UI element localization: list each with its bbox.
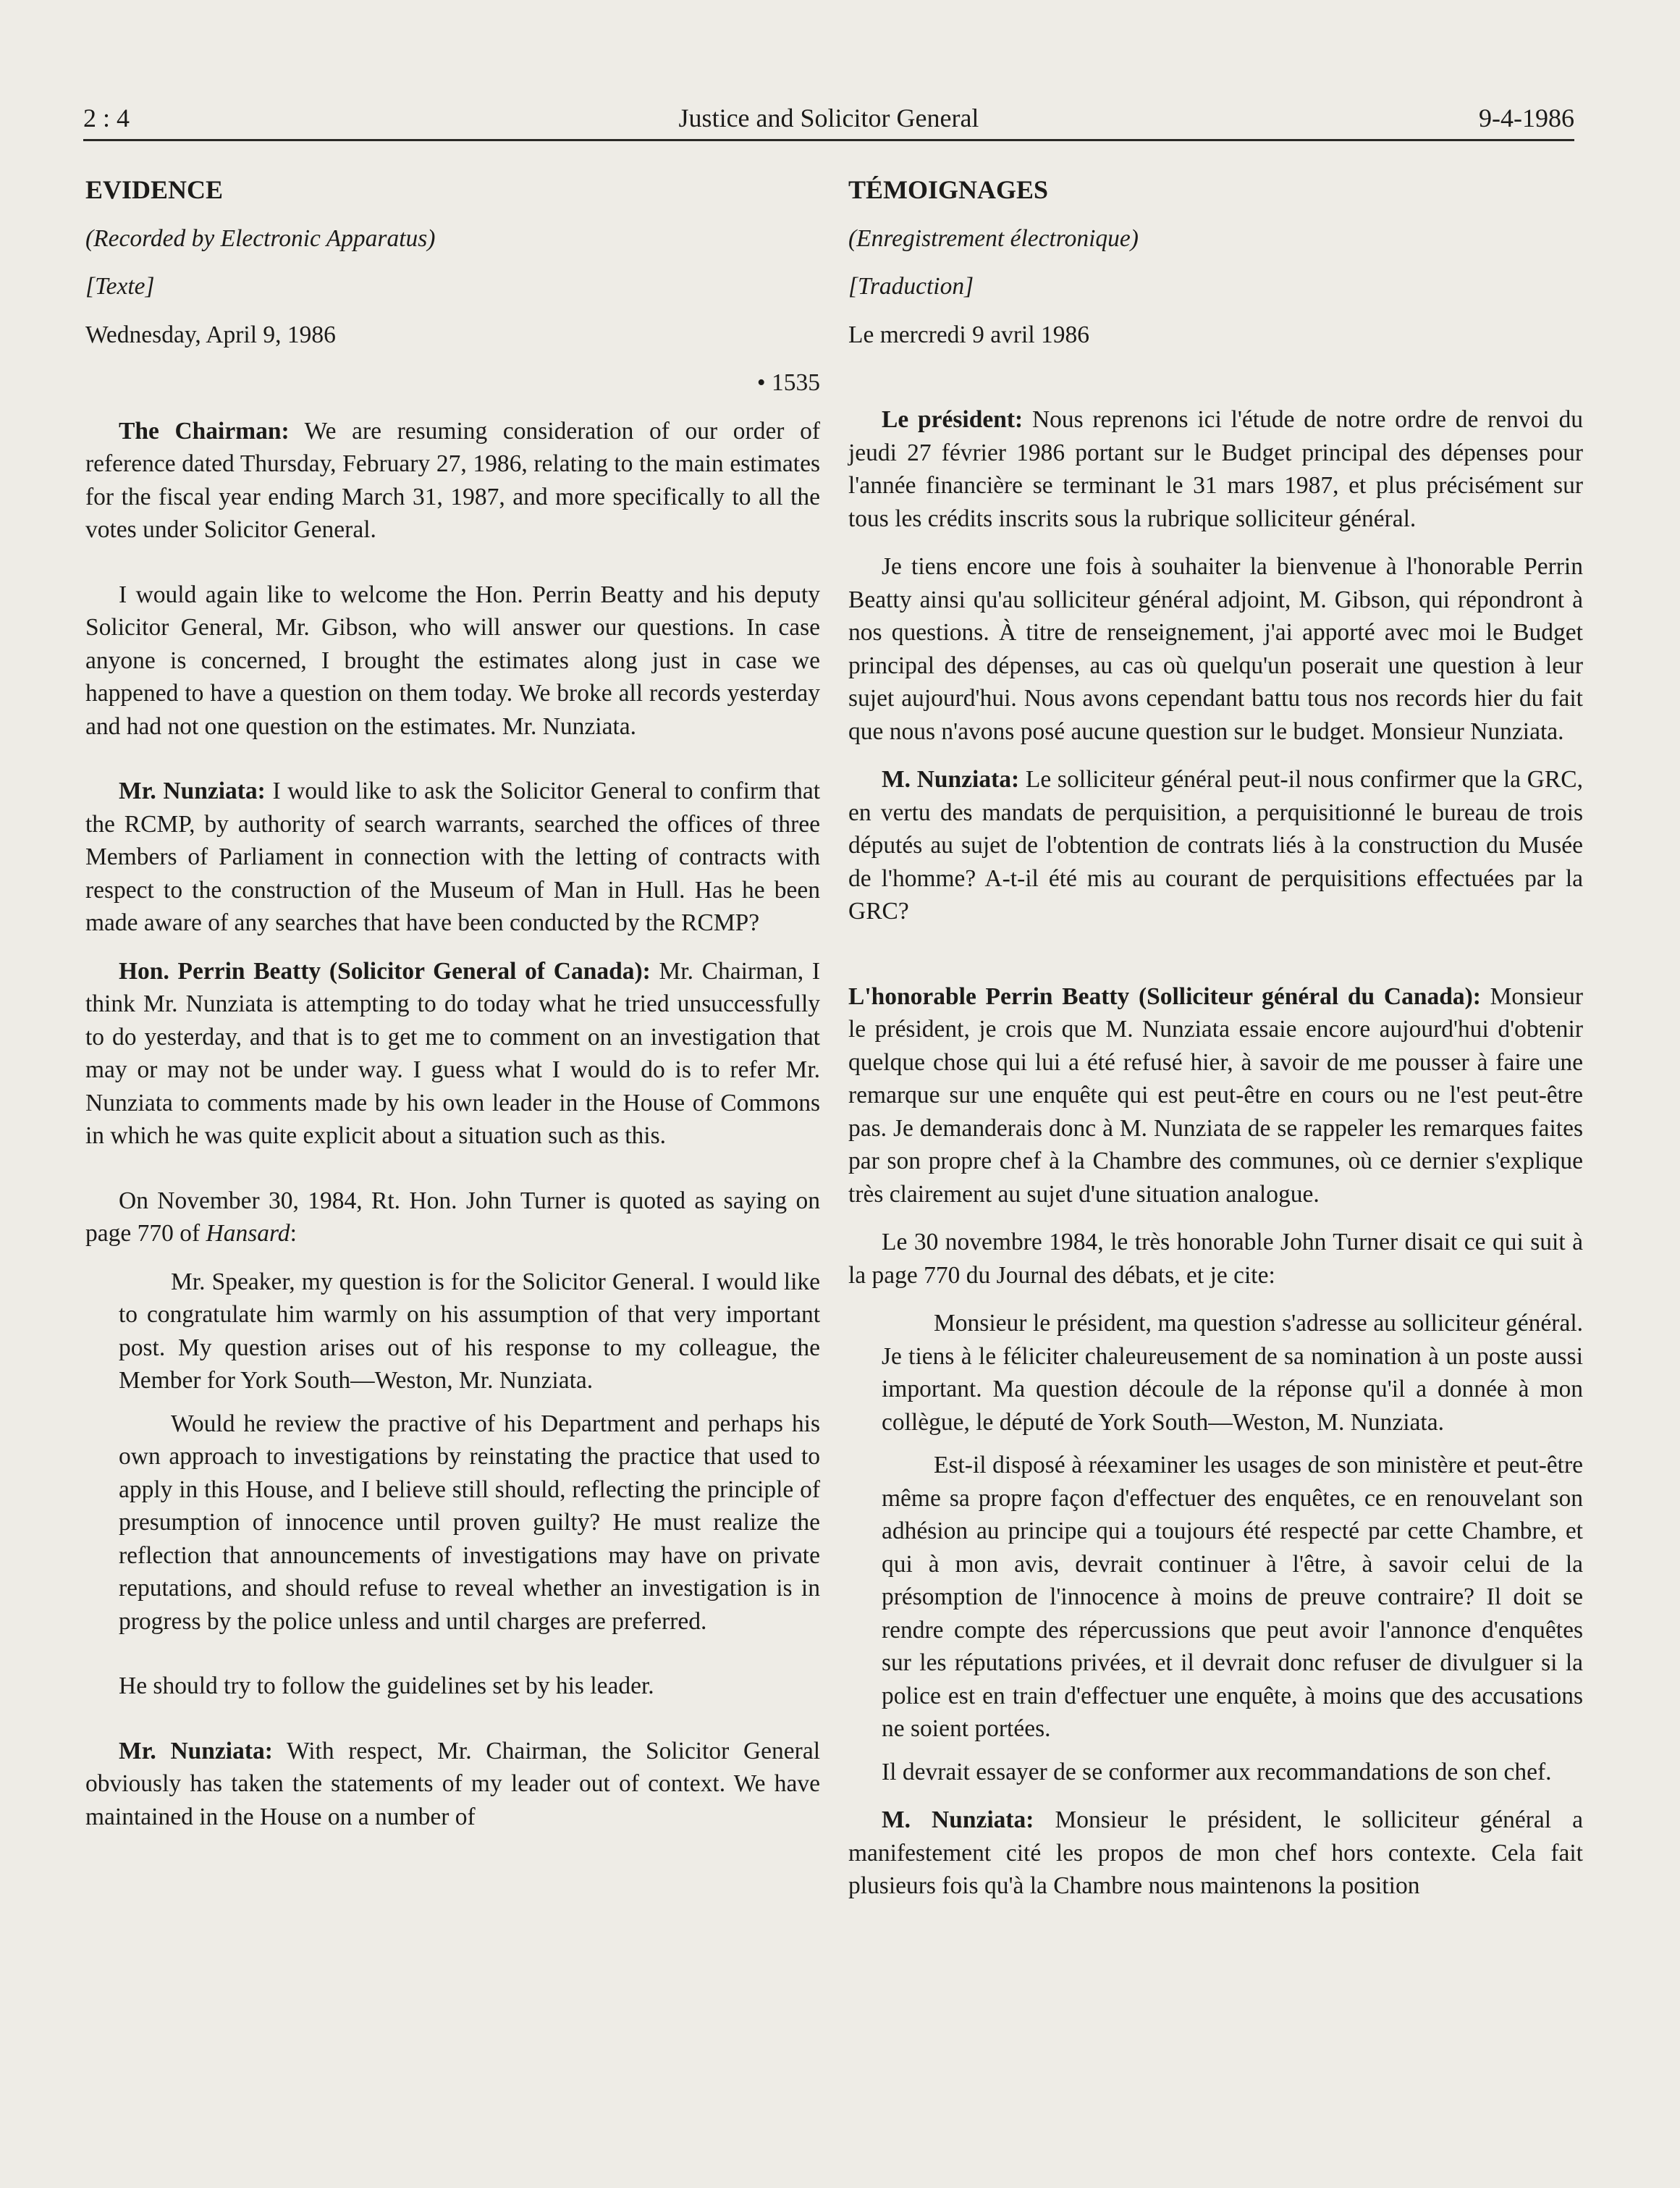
paragraph-beatty-reply: [85, 955, 820, 1153]
speech-text: We are resuming consideration of our order of reference dated Thursday, February 27, 1986, relating to the main estimates for the fiscal year ending March 31, 1987, and more specifically to all the votes under Solicitor General.: [85, 417, 820, 543]
paragraph-president: [848, 403, 1583, 535]
paragraph-welcome: Je tiens encore une fois à souhaiter la bienvenue à l'honorable Perrin Beatty ainsi qu'au solliciteur général adjoint, M. Gibson, qui répondront à nos questions. À titre de renseignement, j'ai apporté avec moi le Budget principal des dépenses, au cas où quelqu'un poserait une question à leur sujet aujourd'hui. Nous avons cependant battu tous nos records hier du fait que nous n'avons posé aucune question sur le budget. Monsieur Nunziata.: [848, 553, 1583, 745]
paragraph-nunziata-response: [85, 1735, 820, 1834]
speech-text: Monsieur le président, je crois que M. Nunziata essaie encore aujourd'hui d'obtenir quelque chose qui lui a été refusé hier, à savoir de me pousser à faire une remarque sur une enquête qui est peut-être en cours ou ne l'est peut-être pas. Je demanderais donc à M. Nunziata de se rappeler les remarques faites par son propre chef à la Chambre des communes, où ce dernier s'explique très clairement au sujet d'une situation analogue.: [848, 983, 1583, 1208]
header-date: 9-4-1986: [1479, 104, 1574, 132]
recording-note: (Recorded by Electronic Apparatus): [85, 224, 436, 252]
quote-paragraph: Would he review the practive of his Department and perhaps his own approach to investigations by reinstating the practice that used to apply in this House, and I believe still should, reflecting the principle of presumption of innocence until proven guilty? He must realize the reflection that announcements of investigations may have on private reputations, and should refuse to reveal whether an investigation is in progress by the police unless and until charges are preferred.: [119, 1410, 820, 1635]
section-heading: EVIDENCE: [85, 175, 224, 204]
session-date: Le mercredi 9 avril 1986: [848, 321, 1090, 348]
running-header: [83, 98, 1574, 138]
speaker-name: Mr. Nunziata:: [119, 778, 266, 804]
paragraph-guidelines: He should try to follow the guidelines set by his leader.: [119, 1672, 654, 1699]
page-number: 2 : 4: [83, 104, 130, 132]
paragraph-beatty-reply: [848, 980, 1583, 1211]
speech-text: Nous reprenons ici l'étude de notre ordre de renvoi du jeudi 27 février 1986 portant sur le Budget principal des dépenses pour l'année financière se terminant le 31 mars 1987, et plus précisément sur tous les crédits inscrits sous la rubrique solliciteur général.: [848, 406, 1583, 532]
speaker-name: Le président:: [882, 406, 1023, 433]
paragraph-nunziata-question: [85, 775, 820, 940]
paragraph-nunziata-question: [848, 763, 1583, 928]
speaker-name: Hon. Perrin Beatty (Solicitor General of Canada):: [119, 957, 651, 985]
text-label: [Traduction]: [848, 273, 974, 300]
paragraph-welcome: I would again like to welcome the Hon. Perrin Beatty and his deputy Solicitor General, Mr. Gibson, who will answer our questions. In case anyone is concerned, I brought the estimates along just in case we happened to have a question on them today. We broke all records yesterday and had not one question on the estimates. Mr. Nunziata.: [85, 581, 820, 740]
hansard-title: Hansard: [206, 1220, 290, 1247]
speech-text: I would like to ask the Solicitor General to confirm that the RCMP, by authority of search warrants, searched the offices of three Members of Parliament in connection with the letting of contracts with respect to the construction of the Museum of Man in Hull. Has he been made aware of any searches that have been conducted by the RCMP?: [85, 778, 821, 936]
speaker-name: M. Nunziata:: [882, 766, 1020, 793]
speaker-name: M. Nunziata:: [882, 1806, 1034, 1833]
turner-quote: [85, 1266, 820, 1638]
quote-paragraph: Est-il disposé à réexaminer les usages de son ministère et peut-être même sa propre façon d'effectuer des enquêtes, ce en renouvelant son adhésion au principe qui a toujours été respecté par cette Chambre, et qui à mon avis, devrait continuer à l'être, à savoir celui de la présomption de l'innocence à moins de preuve contraire? Il doit se rendre compte des répercussions que peut avoir l'annonce d'enquêtes sur les réputations privées, et il devrait donc refuser de divulguer si la police est en train d'effectuer une enquête, à moins que des accusations ne soient portées.: [882, 1452, 1583, 1742]
quote-paragraph: Mr. Speaker, my question is for the Solicitor General. I would like to congratulate him warmly on his assumption of that very important post. My question arises out of his response to my colleague, the Member for York South—Weston, Mr. Nunziata.: [119, 1268, 820, 1394]
paragraph-turner-intro: On November 30, 1984, Rt. Hon. John Turner is quoted as saying on page 770 of Hansard:: [85, 1187, 820, 1247]
speech-text: Mr. Chairman, I think Mr. Nunziata is attempting to do today what he tried unsuccessfully to do yesterday, and that is to get me to comment on an investigation that may or may not be under way. I guess what I would do is to refer Mr. Nunziata to comments made by his own leader in the House of Commons in which he was quite explicit about a situation such as this.: [85, 957, 820, 1149]
session-date: Wednesday, April 9, 1986: [85, 321, 336, 348]
speech-text: Monsieur le président, le solliciteur général a manifestement cité les propos de mon chef hors contexte. Cela fait plusieurs fois qu'à la Chambre nous maintenons la position: [848, 1806, 1583, 1899]
recording-note: (Enregistrement électronique): [848, 224, 1139, 252]
paragraph-nunziata-response: [848, 1804, 1583, 1903]
time-marker: • 1535: [756, 369, 820, 396]
english-column: [85, 174, 820, 1848]
paragraph-guidelines: Il devrait essayer de se conformer aux recommandations de son chef.: [882, 1758, 1552, 1785]
turner-quote: [848, 1307, 1583, 1746]
paragraph-chairman: [85, 415, 820, 547]
speaker-name: Mr. Nunziata:: [119, 1737, 273, 1764]
paragraph-turner-intro: Le 30 novembre 1984, le très honorable John Turner disait ce qui suit à la page 770 du Journal des débats, et je cite:: [848, 1229, 1583, 1289]
speech-text: Le solliciteur général peut-il nous confirmer que la GRC, en vertu des mandats de perquisition, a perquisitionné le bureau de trois députés au sujet de l'obtention de contrats liés à la construction du Musée de l'homme? A-t-il été mis au courant de perquisitions effectuées par la GRC?: [848, 766, 1584, 925]
speech-text: With respect, Mr. Chairman, the Solicitor General obviously has taken the statements of my leader out of context. We have maintained in the House on a number of: [85, 1737, 820, 1830]
text-label: [Texte]: [85, 273, 155, 300]
speaker-name: The Chairman:: [119, 417, 290, 445]
section-heading: TÉMOIGNAGES: [848, 175, 1049, 204]
header-title: Justice and Solicitor General: [678, 104, 979, 132]
speaker-name: L'honorable Perrin Beatty (Solliciteur général du Canada):: [848, 983, 1481, 1010]
header-rule: [83, 139, 1574, 141]
french-column: [848, 174, 1583, 1918]
quote-paragraph: Monsieur le président, ma question s'adresse au solliciteur général. Je tiens à le féliciter chaleureusement de sa nomination à un poste aussi important. Ma question découle de la réponse qu'il a donnée à mon collègue, le député de York South—Weston, M. Nunziata.: [882, 1310, 1583, 1436]
